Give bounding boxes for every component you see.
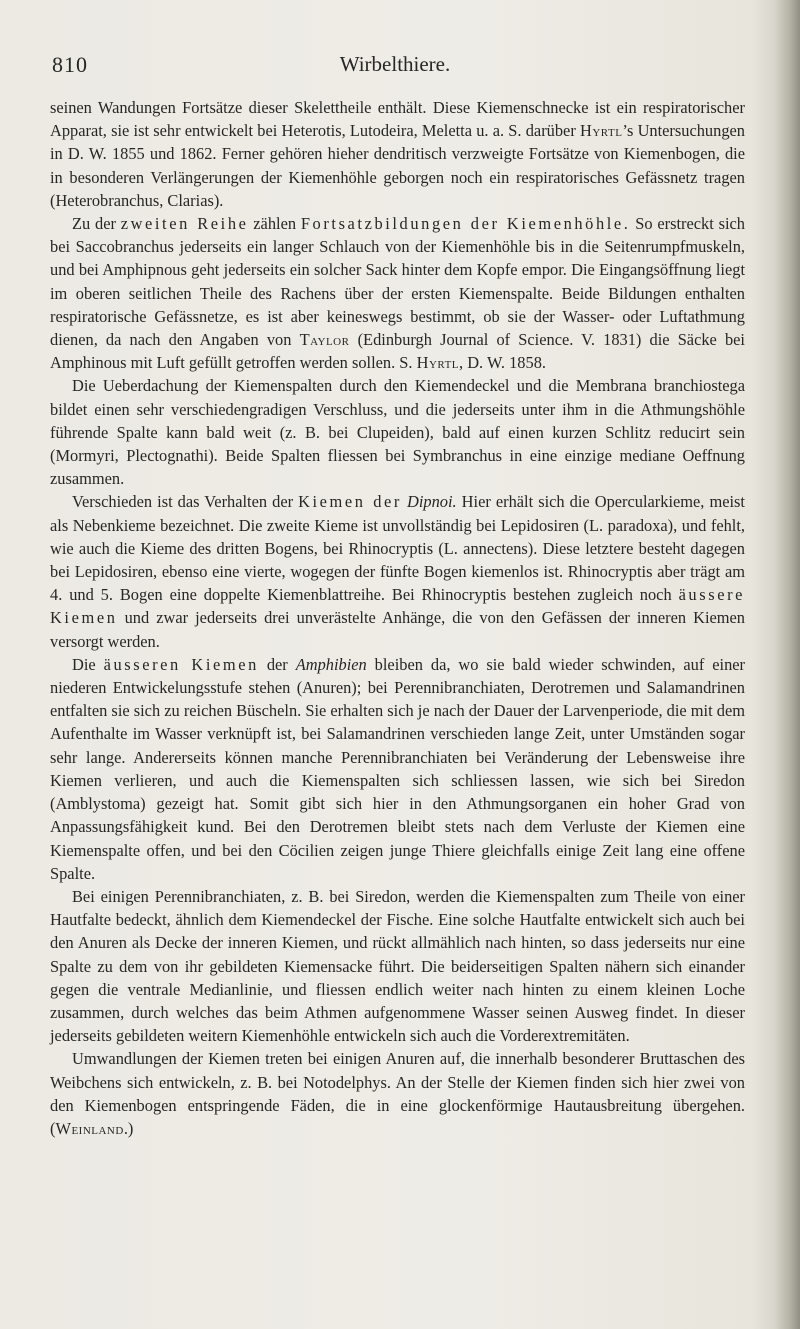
author-name-hyrtl: Hyrtl	[416, 353, 460, 373]
taxon-dipnoi: Dipnoi.	[407, 492, 457, 512]
text-run: , D. W. 1858.	[459, 353, 546, 373]
author-name-taylor: Taylor	[299, 330, 350, 350]
text-run: und zwar jederseits drei unverästelte Anhänge, die von den Gefässen der inneren Kiemen versorgt werden.	[50, 608, 745, 651]
running-head: Wirbelthiere.	[339, 52, 451, 76]
emphasis-spaced: Kiemen der	[298, 492, 402, 512]
paragraph-6: Bei einigen Perennibranchiaten, z. B. bei Siredon, werden die Kiemenspalten zum Theile von einer Hautfalte bedeckt, ähnlich dem Kiemendeckel der Fische. Eine solche Hautfalte entwickelt sich auch bei den Anuren als Decke der inneren Kiemen, und rückt allmählich nach hinten, so dass jederseits nur eine Spalte zu dem von ihr gebildeten Kiemensacke führt. Die beiderseitigen Spalten nähern sich einander gegen die ventrale Medianlinie, und fliessen endlich weiter nach hinten zu einem kleinen Loche zusammen, durch welches das beim Athmen aufgenommene Wasser seinen Ausweg findet. In dieser jederseits gebildeten weitern Kiemenhöhle entwickeln sich auch die Vorderextremitäten.	[50, 886, 745, 1046]
text-run: So erstreckt sich bei Saccobranchus jederseits ein langer Schlauch von der Kiemenhöhle bis in die Seitenrumpfmuskeln, und bei Amphipnous geht jederseits ein solcher Sack hinter dem Kopfe empor. Die Eingangsöffnung liegt im oberen seitlichen Theile des Rachens über der ersten Kiemenspalte. Beide Bildungen enthalten respiratorische Gefässnetze, es ist aber keineswegs bestimmt, ob sie der Wasser- oder Luftathmung dienen, da nach den Angaben von	[50, 214, 745, 350]
emphasis-spaced: äussere Kiemen	[50, 585, 745, 628]
text-run: Die	[72, 654, 104, 674]
text-run: (Edinburgh Journal of Science. V. 1831) die Säcke bei Amphinous mit Luft gefüllt getroffen werden sollen. S.	[50, 330, 745, 373]
author-name-weinland: Weinland	[55, 1118, 124, 1138]
emphasis-spaced: Fortsatzbildungen der Kiemenhöhle.	[300, 214, 631, 234]
paragraph-2	[50, 212, 745, 374]
page-number: 810	[52, 52, 88, 77]
body-text	[50, 96, 745, 1140]
text-run: seinen Wandungen Fortsätze dieser Skelettheile enthält. Diese Kiemenschnecke ist ein respiratorischer Apparat, sie ist sehr entwickelt bei Heterotis, Lutodeira, Meletta u. a. S. darüber	[50, 98, 745, 141]
text-run: ’s Untersuchungen in D. W. 1855 und 1862. Ferner gehören hieher dendritisch verzweigte Fortsätze von Kiemenbogen, die in besonderen Verlängerungen der Kiemenhöhle geborgen noch ein respiratorisches Gefässnetz tragen (Heterobranchus, Clarias).	[50, 121, 745, 210]
text-run: bleiben da, wo sie bald wieder schwinden, auf einer niederen Entwickelungsstufe stehen (Anuren); bei Perennibranchiaten, Derotremen und Salamandrinen entfalten sie sich zu reichen Büscheln. Sie erhalten sich je nach der Dauer der Larvenperiode, die mit dem Aufenthalte im Wasser verknüpft ist, bei Salamandrinen verschieden lange Zeit, unter Umständen sogar sehr lange. Andererseits können manche Perennibranchiaten bei Veränderung der Lebensweise ihre Kiemen verlieren, und auch die Kiemenspalten sich schliessen lassen, wie sich bei Siredon (Amblystoma) gezeigt hat. Somit gibt sich hier in den Athmungsorganen ein hoher Grad von Anpassungsfähigkeit kund. Bei den Derotremen bleibt stets nach dem Verluste der Kiemen eine Kiemenspalte offen, und bei den Cöcilien zeigen junge Thiere gleichfalls einige Zeit lang eine offene Spalte.	[50, 654, 745, 883]
text-run: Hier erhält sich die Opercularkieme, meist als Nebenkieme bezeichnet. Die zweite Kieme ist unvollständig bei Lepidosiren (L. paradoxa), und fehlt, wie auch die Kieme des dritten Bogens, bei Rhinocryptis (L. annectens). Diese letztere besteht dagegen bei Lepidosiren, ebenso eine vierte, wogegen der fünfte Bogen kiemenlos ist. Rhinocryptis aber trägt am 4. und 5. Bogen eine doppelte Kiemenblattreihe. Bei Rhinocryptis bestehen zugleich noch	[50, 492, 745, 605]
emphasis-spaced: äusseren Kiemen	[103, 654, 259, 674]
text-run: .)	[123, 1118, 134, 1138]
paragraph-5	[50, 653, 745, 885]
text-run: Verschieden ist das Verhalten der	[72, 492, 299, 512]
paragraph-4	[50, 490, 745, 652]
paragraph-1	[50, 96, 745, 212]
author-name-hyrtl: Hyrtl	[580, 121, 623, 141]
paragraph-7	[50, 1047, 745, 1140]
text-run: zählen	[248, 214, 301, 234]
taxon-amphibien: Amphibien	[295, 654, 367, 674]
text-run: Zu der	[72, 214, 121, 234]
page-header	[50, 52, 740, 80]
text-run: der	[258, 654, 296, 674]
text-run: Umwandlungen der Kiemen treten bei einigen Anuren auf, die innerhalb besonderer Bruttaschen des Weibchens sich entwickeln, z. B. bei Notodelphys. An der Stelle der Kiemen finden sich hier zwei von den Kiemenbogen entspringende Fäden, die in eine glockenförmige Hautausbreitung übergehen. (	[50, 1049, 745, 1138]
paragraph-3: Die Ueberdachung der Kiemenspalten durch den Kiemendeckel und die Membrana branchiostega bildet einen sehr verschiedengradigen Verschluss, und die jederseits unter ihm in die Athmungshöhle führende Spalte kann bald weit (z. B. bei Clupeiden), bald auf einen kurzen Schlitz reducirt sein (Mormyri, Plectognathi). Beide Spalten fliessen bei Symbranchus in eine einzige mediane Oeffnung zusammen.	[50, 376, 745, 489]
emphasis-spaced: zweiten Reihe	[120, 214, 249, 234]
page-edge-shadow	[774, 0, 800, 1329]
